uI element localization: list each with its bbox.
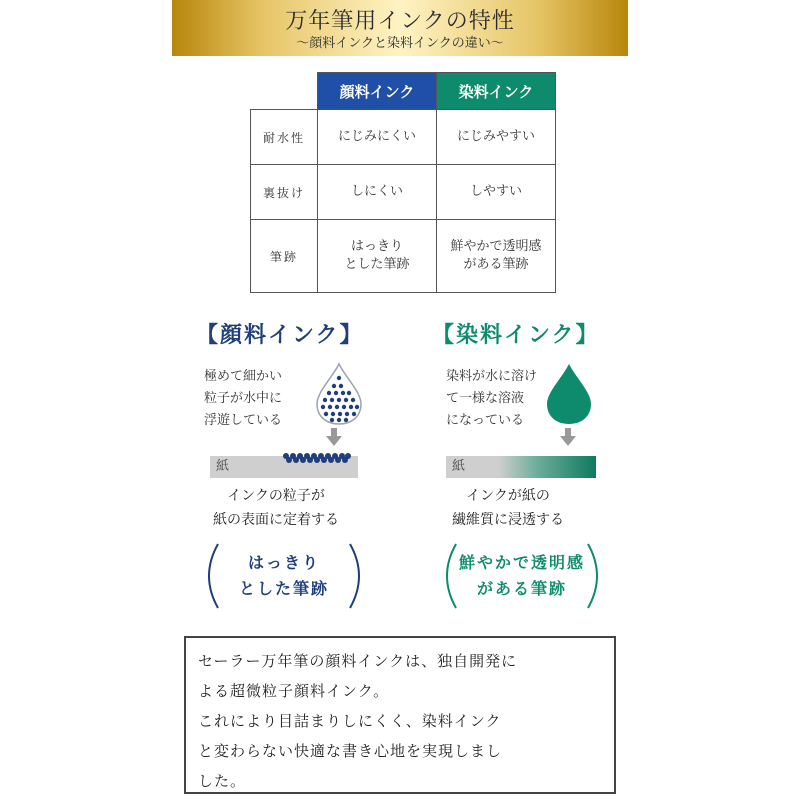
row-header: 耐水性: [251, 110, 318, 165]
down-arrow-icon: [560, 428, 576, 446]
table-cell: はっきり とした筆跡: [318, 220, 437, 293]
table-row: [251, 220, 556, 293]
table-cell: しにくい: [318, 165, 437, 220]
dye-title: 【染料インク】: [432, 323, 600, 348]
table-cell: にじみにくい: [318, 110, 437, 165]
down-arrow-icon: [326, 428, 342, 446]
row-header: 裏抜け: [251, 165, 318, 220]
pigment-paper: [210, 456, 358, 478]
note-box: [184, 636, 616, 794]
column-header-dye: 染料インク: [437, 73, 556, 110]
note-line: セーラー万年筆の顔料インクは、独自開発に: [198, 652, 518, 670]
row-header: 筆跡: [251, 220, 318, 293]
comparison-table: [250, 72, 556, 293]
table-corner: [251, 73, 318, 110]
header-banner: [172, 0, 628, 56]
note-line: と変わらない快適な書き心地を実現しまし: [198, 742, 503, 760]
note-line: これにより目詰まりしにくく、染料インク: [198, 712, 502, 730]
dye-section: [432, 318, 792, 608]
dye-paper: [446, 456, 596, 478]
dye-description: 染料が水に溶け て一様な溶液 になっている: [446, 369, 538, 428]
table-cell: 鮮やかで透明感 がある筆跡: [437, 220, 556, 293]
table-row: [251, 110, 556, 165]
pigment-particles-icon: [282, 450, 352, 464]
pigment-result: インクの粒子が 紙の表面に定着する: [213, 488, 339, 528]
dye-result: インクが紙の 繊維質に浸透する: [452, 488, 564, 528]
table-cell: しやすい: [437, 165, 556, 220]
pigment-title: 【顔料インク】: [196, 323, 364, 348]
pigment-trace: はっきり とした筆跡: [204, 540, 364, 612]
table-row: [251, 165, 556, 220]
dye-trace: 鮮やかで透明感 がある筆跡: [442, 540, 602, 612]
page-title: 万年筆用インクの特性: [285, 9, 515, 34]
paper-label: 紙: [452, 459, 466, 474]
dye-drop-icon: [544, 362, 594, 426]
column-header-pigment: 顔料インク: [318, 73, 437, 110]
paper-label: 紙: [216, 459, 230, 474]
pigment-description: 極めて細かい 粒子が水中に 浮遊している: [204, 369, 283, 428]
page-subtitle: 〜顔料インクと染料インクの違い〜: [296, 36, 504, 51]
pigment-drop-icon: [314, 362, 364, 426]
note-line: よる超微粒子顔料インク。: [198, 682, 390, 700]
note-line: した。: [198, 772, 247, 790]
table-cell: にじみやすい: [437, 110, 556, 165]
